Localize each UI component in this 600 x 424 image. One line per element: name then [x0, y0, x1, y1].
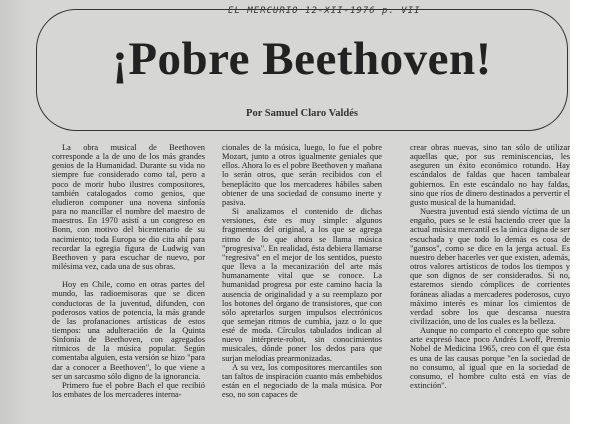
article-column-1 — [52, 143, 205, 399]
paragraph: crear obras nuevas, sino tan sólo de utilizar aquellas que, por sus reminiscencias, les aseguren un éxito económico rotundo. Hay escándalos de faldas que hacen tambalear gobiernos. En este escándalo no hay faldas, sino que ríos de dinero destinados a pervertir el gusto musical de la humanidad. — [410, 143, 570, 207]
paragraph: cionales de la música, luego, lo fue el pobre Mozart, junto a otros igualmente geniales que ellos. Ahora lo es el pobre Beethoven y mañana lo serán otros, que serán recibidos con el beneplácito que los mercaderes hábiles saben obtener de una sociedad de consumo inerte y pasiva. — [222, 143, 382, 207]
handwritten-note: EL MERCURIO 12-XII-1976 p. VII — [228, 6, 421, 16]
paragraph: Nuestra juventud está siendo víctima de un engaño, pues se le está haciendo creer que la actual música mercantil es la única digna de ser escuchada y que todo lo demás es cosa de "gansos", como se dice en la jerga actual. Es nuestro deber hacerles ver que existen, además, otros valores artísticos de todos los tiempos y que son dignos de ser considerados. Si no, estaremos siendo cómplices de corrientes foráneas aliadas a mercaderes poderosos, cuyo máximo interés es minar los cimientos de verdad sobre los que descansa nuestra civilización, uno de los cuales es la belleza. — [410, 207, 570, 326]
paragraph: Si analizamos el contenido de dichas versiones, éste es muy simple: algunos fragmentos del original, a los que se agrega ritmo de lo que ahora se llama música "progresiva". En realidad, ésta debiera llamarse "regresiva" en el mejor de los sentidos, puesto que lleva a la mecanización del arte más humanamente vital que se conoce. La humanidad progresa por este camino hacia la ausencia de originalidad y a su reemplazo por los botones del órgano de transistores, que con sólo apretarlos surgen impulsos electrónicos que semejan ritmos de cumbia, jazz o lo que esté de moda. Círculos tabulados indican al nuevo intérprete-robot, sin conocimientos musicales, dónde poner los dedos para que surjan melodías prearmonizadas. — [222, 207, 382, 363]
article-column-3 — [410, 143, 570, 390]
paragraph: La obra musical de Beethoven corresponde a la de uno de los más grandes genios de la Humanidad. Durante su vida no siempre fue considerado como tal, pero a poco de morir hubo ilustres compositores, también catalogados como genios, que eludieron componer una novena sinfonía para no mancillar el nombre del maestro de maestros. En 1970 asistí a un congreso en Bonn, con motivo del bicentenario de su nacimiento; toda Europa se dio cita ahí para recordar la egregia figura de Ludwig van Beethoven y para escuchar de nuevo, por milésima vez, cada una de sus obras. — [52, 143, 205, 272]
headline-frame — [36, 9, 568, 131]
byline: Por Samuel Claro Valdés — [246, 108, 358, 119]
article-column-2 — [222, 143, 382, 399]
paragraph: Aunque no comparto el concepto que sobre arte expresó hace poco Andrés Lwoff, Premio Nobel de Medicina 1965, creo con él que ésta es una de las causas porque "en la sociedad de no consumo, al igual que en la sociedad de consumo, el hombre culto está en vías de extinción". — [410, 326, 570, 391]
paragraph: Primero fue el pobre Bach el que recibió los embates de los mercaderes interna- — [52, 380, 205, 400]
paragraph: Hoy en Chile, como en otras partes del mundo, las radioemisoras que se dicen conductoras de la juventud, difunden, con poderosos vatios de potencia, la más grande de las profanaciones artísticas de estos tiempos: una adulteración de la Quinta Sinfonía de Beethoven, con agregados rítmicos de la música popular. Según comentaba alguien, esta versión se hizo "para dar a conocer a Beethoven", lo que viene a ser un sarcasmo sólo digno de la ignorancia. — [52, 280, 205, 381]
paper-edge — [0, 0, 30, 424]
paragraph: A su vez, los compositores mercantiles son tan faltos de inspiración cuanto más embebidos están en el negociado de la mala música. Por eso, no son capaces de — [222, 362, 382, 400]
headline: ¡Pobre Beethoven! — [112, 33, 492, 85]
